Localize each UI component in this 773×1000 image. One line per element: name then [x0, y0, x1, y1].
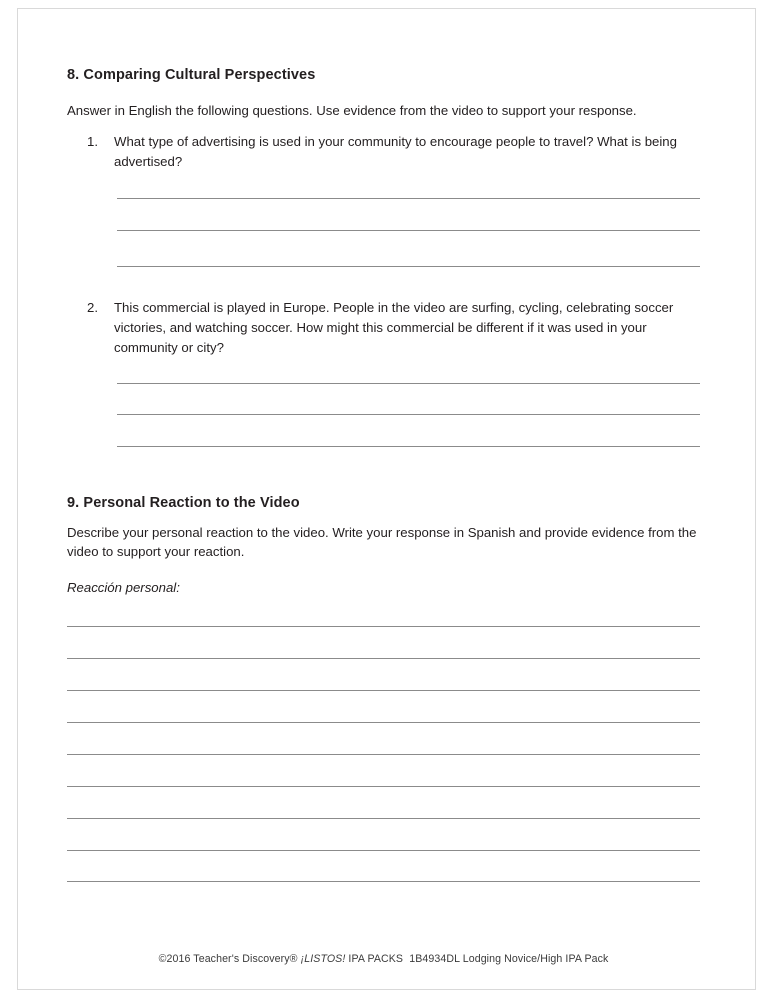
answer-line-s9-4[interactable]: [67, 722, 700, 723]
answer-line-s9-5[interactable]: [67, 754, 700, 755]
answer-line-s9-1[interactable]: [67, 626, 700, 627]
answer-line-s9-3[interactable]: [67, 690, 700, 691]
page-footer: [67, 953, 700, 965]
page-border-top: [17, 8, 756, 9]
answer-line-s9-9[interactable]: [67, 881, 700, 882]
question-1-number: 1.: [87, 134, 98, 149]
question-2-text: This commercial is played in Europe. People in the video are surfing, cycling, celebrating soccer victories, and watching soccer. How might this commercial be different if it was used in your community or city?: [114, 300, 674, 355]
footer-series: ¡LISTOS!: [300, 953, 346, 965]
question-1: [84, 132, 700, 172]
answer-line-q2-3[interactable]: [117, 446, 700, 447]
answer-line-s9-2[interactable]: [67, 658, 700, 659]
footer-copyright: ©2016 Teacher's Discovery®: [158, 953, 298, 965]
question-2-number: 2.: [87, 300, 98, 315]
answer-line-s9-6[interactable]: [67, 786, 700, 787]
section-8-title: 8. Comparing Cultural Perspectives: [67, 67, 316, 83]
answer-line-s9-7[interactable]: [67, 818, 700, 819]
answer-line-q1-3[interactable]: [117, 266, 700, 267]
answer-line-q2-1[interactable]: [117, 383, 700, 384]
answer-line-q1-2[interactable]: [117, 230, 700, 231]
answer-line-q2-2[interactable]: [117, 414, 700, 415]
reaccion-personal-label: Reacción personal:: [67, 580, 180, 595]
section-9-instructions: Describe your personal reaction to the video. Write your response in Spanish and provide evidence from the video to support your reaction.: [67, 525, 697, 560]
answer-line-s9-8[interactable]: [67, 850, 700, 851]
question-2: [84, 298, 700, 357]
section-8-instructions: Answer in English the following questions. Use evidence from the video to support your response.: [67, 103, 637, 118]
question-1-text: What type of advertising is used in your community to encourage people to travel? What is being advertised?: [114, 134, 677, 169]
answer-line-q1-1[interactable]: [117, 198, 700, 199]
footer-pack: IPA PACKS: [348, 953, 404, 965]
footer-item: 1B4934DL Lodging Novice/High IPA Pack: [409, 953, 609, 965]
section-9-title: 9. Personal Reaction to the Video: [67, 495, 300, 511]
